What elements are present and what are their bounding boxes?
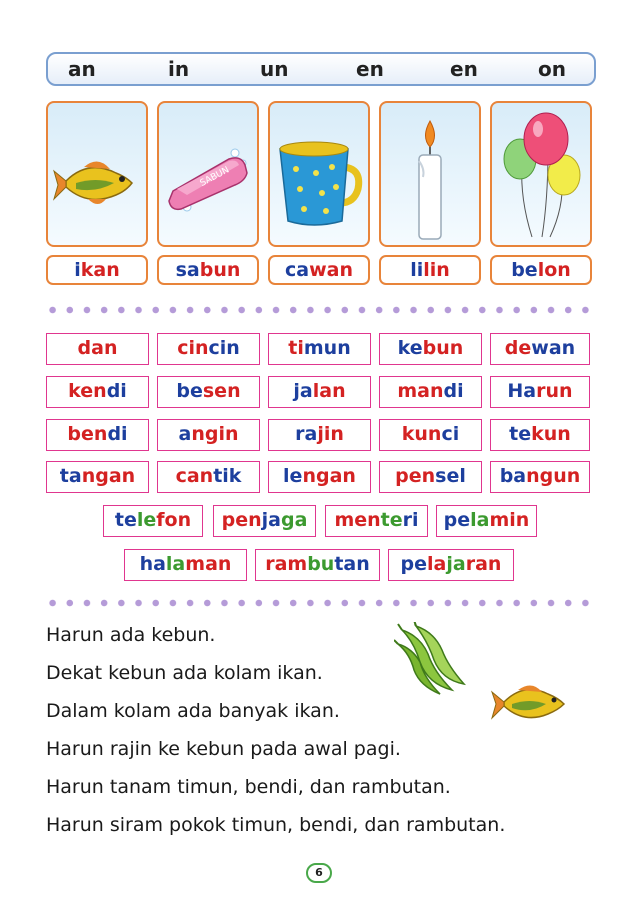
- syllable-part: ga: [280, 509, 308, 531]
- syllable-part: ngun: [526, 465, 581, 487]
- card-sabun: [157, 101, 259, 247]
- syllable-part: ja: [261, 509, 281, 531]
- syllable-part: ci: [441, 423, 460, 445]
- syllable-part: te: [380, 509, 403, 531]
- syllable-banner: [46, 52, 596, 86]
- word-cell: [157, 333, 260, 365]
- syllable-part: lan: [312, 380, 346, 402]
- word-cell: [490, 333, 590, 365]
- word-cell: [157, 419, 260, 451]
- word-belon-part-2: lon: [537, 259, 571, 281]
- fish-small-icon: [488, 676, 572, 726]
- word-ikan-part-2: kan: [80, 259, 120, 281]
- word-sabun-part-2: bun: [199, 259, 241, 281]
- syllable-part: ngin: [191, 423, 239, 445]
- syllable-part: pen: [221, 509, 262, 531]
- word-cell: [379, 419, 482, 451]
- story-line-1: Harun ada kebun.: [46, 624, 216, 646]
- word-cell: [490, 419, 590, 451]
- card-lilin: [379, 101, 481, 247]
- syllable-in: in: [168, 57, 190, 81]
- story-line-6: Harun siram pokok timun, bendi, dan rambutan.: [46, 814, 506, 836]
- word-sabun-part-1: sa: [175, 259, 200, 281]
- syllable-an: an: [68, 57, 96, 81]
- story-line-2: Dekat kebun ada kolam ikan.: [46, 662, 323, 684]
- syllable-un: un: [260, 57, 289, 81]
- syllable-part: Ha: [507, 380, 537, 402]
- syllable-part: ram: [265, 553, 308, 575]
- syllable-part: ngan: [302, 465, 356, 487]
- syllable-part: ti: [288, 337, 304, 359]
- syllable-part: a: [178, 423, 192, 445]
- syllable-en-1: en: [356, 57, 384, 81]
- syllable-part: mun: [303, 337, 351, 359]
- syllable-part: be: [176, 380, 203, 402]
- card-cawan: [268, 101, 370, 247]
- syllable-part: de: [504, 337, 532, 359]
- syllable-part: min: [489, 509, 530, 531]
- dotted-divider-top: [44, 306, 596, 314]
- syllable-part: ke: [397, 337, 423, 359]
- word-cell: [213, 505, 316, 537]
- word-cell: [46, 376, 149, 408]
- word-cell: [388, 549, 514, 581]
- syllable-part: ri: [402, 509, 419, 531]
- syllable-part: ja: [293, 380, 313, 402]
- syllable-part: ra: [295, 423, 318, 445]
- syllable-part: bu: [307, 553, 335, 575]
- syllable-part: la: [165, 553, 186, 575]
- word-cell: [268, 461, 371, 493]
- word-ikan-part-1: i: [74, 259, 81, 281]
- syllable-on: on: [538, 57, 566, 81]
- word-cell: [325, 505, 428, 537]
- syllable-part: ngan: [81, 465, 136, 487]
- word-box-lilin: [379, 255, 481, 285]
- word-box-ikan: [46, 255, 148, 285]
- syllable-part: men: [334, 509, 381, 531]
- syllable-part: cin: [208, 337, 240, 359]
- syllable-part: tik: [213, 465, 242, 487]
- syllable-part: man: [397, 380, 444, 402]
- word-cawan-part-1: ca: [285, 259, 310, 281]
- word-cell: [436, 505, 537, 537]
- word-cell: [490, 461, 590, 493]
- word-lilin-part-1: li: [410, 259, 424, 281]
- syllable-part: pe: [443, 509, 471, 531]
- fish-icon: [48, 103, 146, 245]
- page-number: 6: [306, 863, 332, 883]
- word-cell: [46, 419, 149, 451]
- word-cell: [103, 505, 203, 537]
- candle-icon: [381, 103, 479, 245]
- story-line-4: Harun rajin ke kebun pada awal pagi.: [46, 738, 401, 760]
- word-belon-part-1: be: [511, 259, 538, 281]
- syllable-en-2: en: [450, 57, 478, 81]
- word-cell: [268, 333, 371, 365]
- word-cell: [379, 333, 482, 365]
- word-cell: [268, 419, 371, 451]
- story-line-5: Harun tanam timun, bendi, dan rambutan.: [46, 776, 451, 798]
- syllable-part: ken: [68, 380, 107, 402]
- syllable-part: dan: [77, 337, 118, 359]
- syllable-part: pen: [395, 465, 436, 487]
- syllable-part: di: [107, 423, 128, 445]
- syllable-part: can: [175, 465, 214, 487]
- syllable-part: jin: [317, 423, 344, 445]
- syllable-part: sel: [435, 465, 466, 487]
- syllable-part: ha: [139, 553, 166, 575]
- syllable-part: la: [427, 553, 447, 575]
- cup-icon: [270, 103, 368, 245]
- word-cell: [157, 376, 260, 408]
- syllable-part: wan: [531, 337, 576, 359]
- syllable-part: la: [470, 509, 490, 531]
- syllable-part: bun: [422, 337, 464, 359]
- syllable-part: le: [283, 465, 303, 487]
- word-cell: [379, 461, 482, 493]
- word-cawan-part-2: wan: [309, 259, 353, 281]
- okra-icon: [394, 622, 470, 696]
- syllable-part: tan: [334, 553, 370, 575]
- word-box-belon: [490, 255, 592, 285]
- word-box-sabun: [157, 255, 259, 285]
- story-line-3: Dalam kolam ada banyak ikan.: [46, 700, 340, 722]
- balloon-icon: [492, 103, 590, 245]
- syllable-part: kun: [401, 423, 442, 445]
- card-belon: [490, 101, 592, 247]
- word-cell: [46, 461, 149, 493]
- syllable-part: run: [536, 380, 573, 402]
- word-cell: [46, 333, 149, 365]
- word-cell: [255, 549, 380, 581]
- card-ikan: [46, 101, 148, 247]
- syllable-part: ran: [465, 553, 502, 575]
- soap-icon: [159, 103, 257, 245]
- syllable-part: kun: [531, 423, 571, 445]
- syllable-part: te: [114, 509, 137, 531]
- syllable-part: le: [136, 509, 157, 531]
- word-cell: [157, 461, 260, 493]
- dotted-divider-bottom: [44, 599, 596, 607]
- word-cell: [124, 549, 247, 581]
- syllable-part: di: [106, 380, 127, 402]
- word-cell: [490, 376, 590, 408]
- syllable-part: sen: [202, 380, 241, 402]
- syllable-part: ben: [67, 423, 108, 445]
- soap-label: SABUN: [198, 165, 232, 189]
- syllable-part: ta: [59, 465, 82, 487]
- syllable-part: ja: [446, 553, 466, 575]
- syllable-part: fon: [156, 509, 192, 531]
- word-cell: [379, 376, 482, 408]
- syllable-part: ba: [499, 465, 527, 487]
- syllable-part: man: [185, 553, 232, 575]
- syllable-part: te: [509, 423, 532, 445]
- word-lilin-part-2: lin: [423, 259, 450, 281]
- syllable-part: di: [443, 380, 464, 402]
- syllable-part: pe: [400, 553, 428, 575]
- word-cell: [268, 376, 371, 408]
- word-box-cawan: [268, 255, 370, 285]
- syllable-part: cin: [177, 337, 209, 359]
